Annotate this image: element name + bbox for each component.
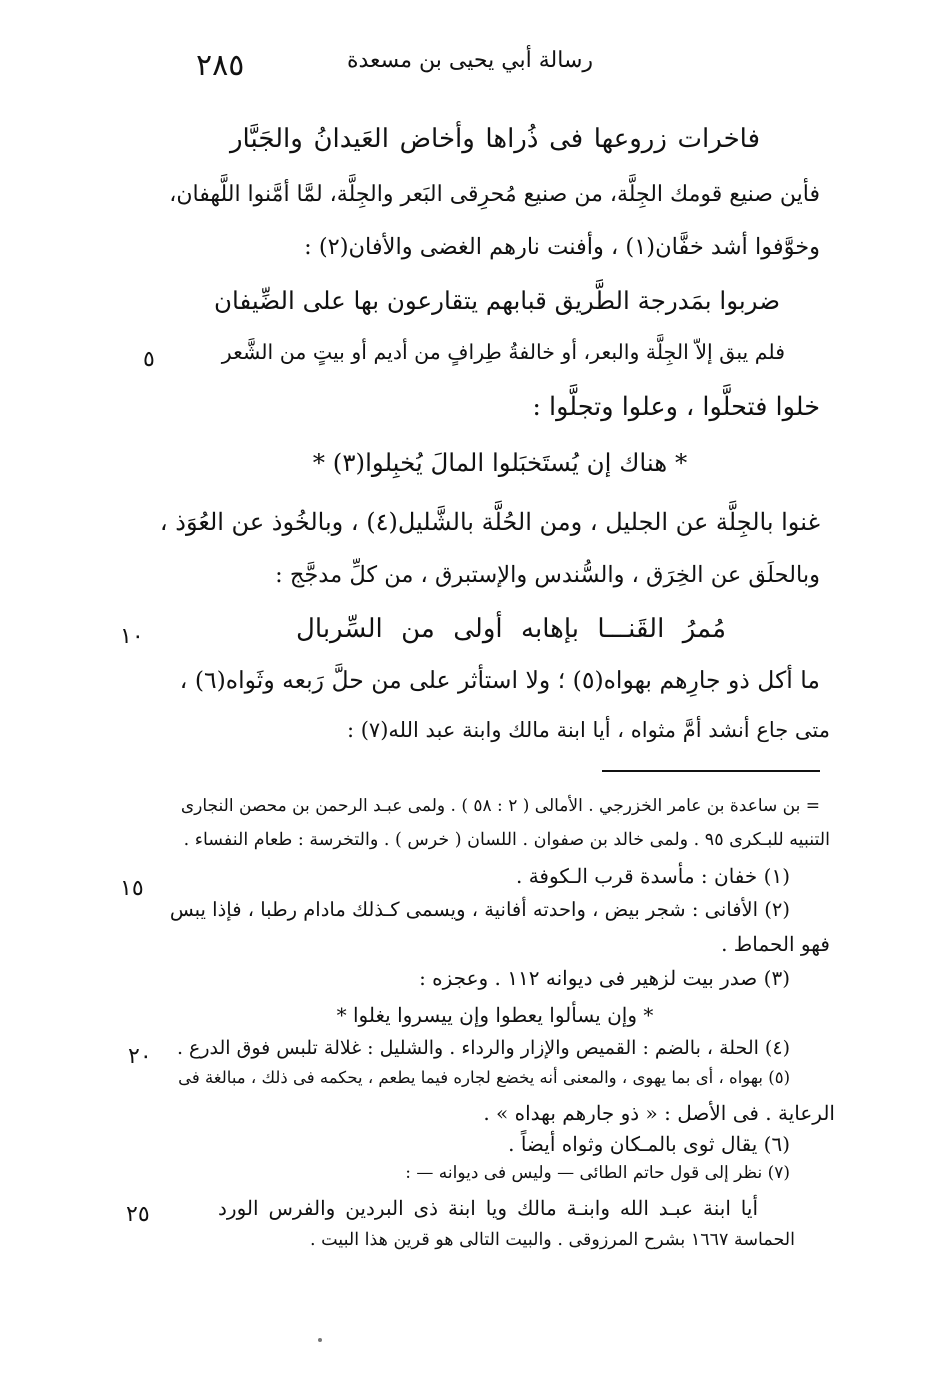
footnote-line: التنبيه للبـكرى ٩٥ . ولمى خالد بن صفوان . اللسان ( خرس ) . والتخرسة : طعام النفساء . [183, 830, 830, 850]
running-header-title: رسالة أبي يحيى بن مسعدة [346, 48, 594, 73]
footnote-line: = بن ساعدة بن عامر الخزرجي . الأمالى ( ٢ : ٥٨ ) . ولمى عبـد الرحمن بن محصن النجارى [180, 796, 820, 816]
footnote-4: (٤) الحلة ، بالضم : القميص والإزار والرداء . والشليل : غلالة تلبس فوق الدرع . [176, 1037, 790, 1059]
footnote-line: الرعاية . فى الأصل : « ذو جارهم بهداه » . [483, 1101, 835, 1125]
footnote-hemistich: * وإن يسألوا يعطوا وإن ييسروا يغلوا * [336, 1003, 654, 1027]
footnote-verse: أيا ابنة عبـد الله وابنـة مالك ويا ابنة ذى البردين والفرس الورد [218, 1196, 758, 1220]
footnote-1: (١) خفان : مأسدة قرب الـكوفة . [515, 864, 790, 888]
prose-line-8: غنوا بالجِلَّة عن الجليل ، ومن الحُلَّة بالشَّليل(٤) ، وبالخُوذ عن العُوَذ ، [159, 508, 820, 536]
verse-line-10: مُمرُ القَنـــا بإهابه أولى من السِّربال [296, 614, 726, 644]
footnote-7: (٧) نظر إلى قول حاتم الطائى — وليس فى ديوانه — : [405, 1163, 790, 1183]
verse-line-4: ضربوا بمَدرجة الطَّريق قبابهم يتقارعون بها على الضِّيفان [214, 286, 780, 315]
footnote-2: (٢) الأفانى : شجر بيض ، واحدته أفانية ، ويسمى كـذلك مادام رطبا ، فإذا يبس [169, 898, 790, 921]
line-number-25: ٢٥ [126, 1202, 150, 1227]
line-number-15: ١٥ [120, 876, 144, 901]
prose-line-11: ما أكل ذو جارِهم بهواه(٥) ؛ ولا استأثر على من حلَّ رَبعه وثَواه(٦) ، [179, 666, 820, 694]
line-number-10: ١٠ [120, 624, 144, 649]
footnote-5: (٥) بهواه ، أى بما يهوى ، والمعنى أنه يخضع لجاره فيما يطعم ، يحكمه فى ذلك ، مبالغة فى [178, 1068, 790, 1087]
footnote-3: (٣) صدر بيت لزهير فى ديوانه ١١٢ . وعجزه : [419, 966, 790, 990]
prose-line-12: متى جاع أنشد أمَّ مثواه ، أيا ابنة مالك وابنة عبد الله(٧) : [346, 718, 830, 742]
prose-line-2: فأين صنيع قومك الجِلَّة، من صنيع مُحرِقى البَعر والجِلَّة، لمَّا أمَّنوا اللَّهفان، [169, 182, 820, 207]
prose-line-9: وبالحلَق عن الخِرَق ، والسُّندس والإستبرق ، من كلِّ مدجَّج : [275, 562, 820, 588]
line-number-5: ٥ [143, 347, 155, 372]
footnote-line: الحماسة ١٦٦٧ بشرح المرزوقى . والبيت التالى هو قرين هذا البيت . [310, 1230, 795, 1250]
prose-line-3: وخوَّفوا أشد خفَّان(١) ، وأفنت نارهم الغضى والأفان(٢) : [304, 234, 820, 260]
footnote-separator [602, 770, 820, 772]
line-number-20: ٢٠ [128, 1044, 152, 1069]
prose-line-6: خلوا فتحلَّوا ، وعلوا وتجلَّوا : [532, 392, 820, 422]
footnote-line: فهو الحماط . [721, 932, 830, 956]
page-number: ٢٨٥ [196, 48, 245, 83]
hemistich-line-7: * هناك إن يُستَخبَلوا المالَ يُخبِلوا(٣) * [312, 448, 688, 477]
verse-line-1: فاخرات زروعها فى ذُراها وأخاض العَيدانُ والجَبَّار [230, 124, 760, 154]
prose-line-5: فلم يبق إلاّ الجِلَّة والبعر، أو خالفةُ طِرافٍ من أديم أو بيتٍ من الشَّعر [221, 340, 785, 364]
paper-speck [318, 1338, 322, 1342]
footnote-6: (٦) يقال ثوى بالمـكان وثواه أيضاً . [508, 1132, 790, 1156]
